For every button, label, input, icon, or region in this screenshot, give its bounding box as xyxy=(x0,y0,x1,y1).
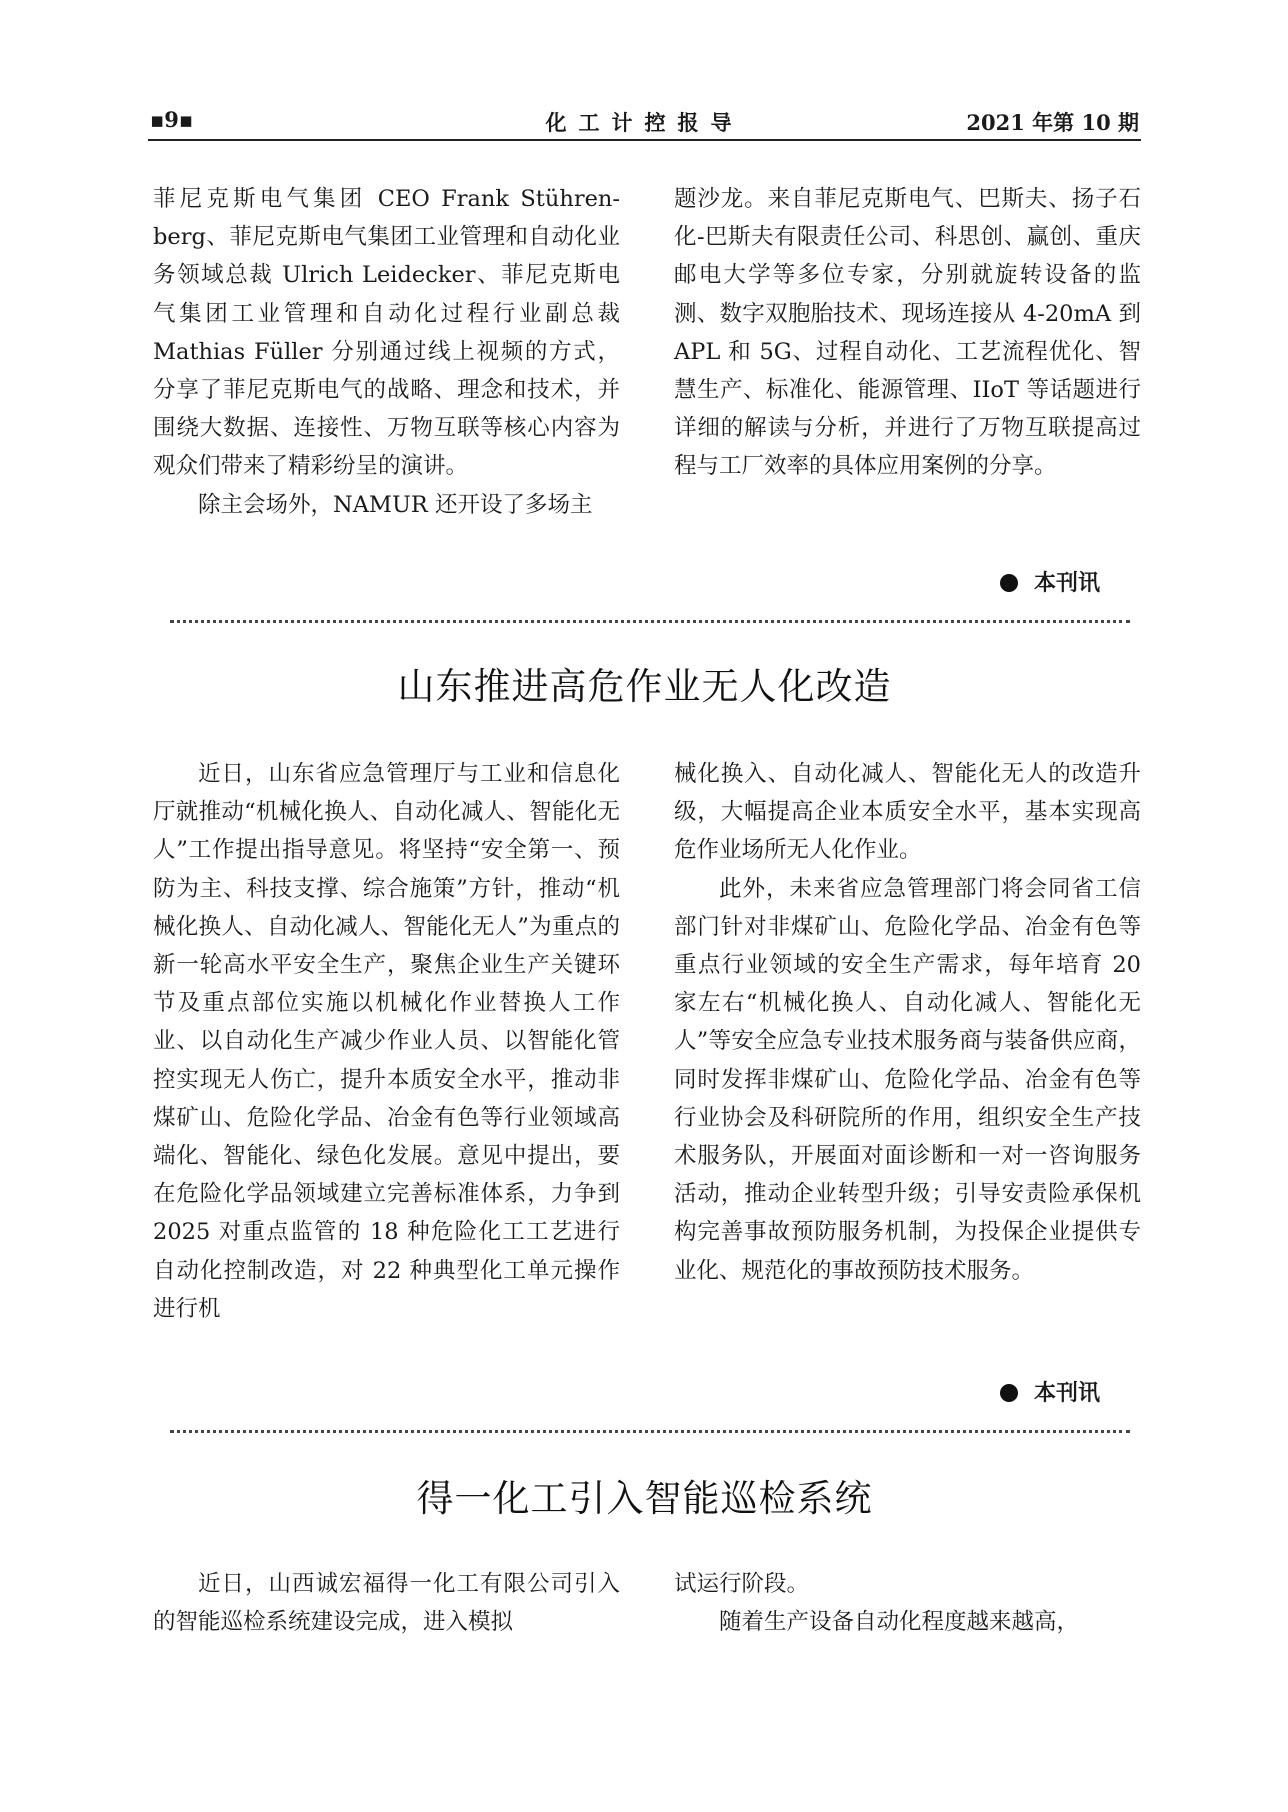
journal-title: 化工计控报导 xyxy=(545,110,744,135)
running-header xyxy=(148,103,1141,141)
article2-left-column xyxy=(153,755,620,1328)
dotted-separator xyxy=(170,1430,1130,1433)
byline-text: 本刊讯 xyxy=(1034,1381,1101,1406)
article3-left-column xyxy=(153,1565,620,1641)
bullet-icon xyxy=(1000,1384,1018,1402)
article2-paragraph: 械化换入、自动化减人、智能化无人的改造升级，大幅提高企业本质安全水平，基本实现高危作业场所无人化作业。 xyxy=(674,761,1141,864)
article3-right-column xyxy=(674,1565,1141,1641)
article3-paragraph: 随着生产设备自动化程度越来越高， xyxy=(719,1609,1080,1636)
article2-paragraph: 近日，山东省应急管理厅与工业和信息化厅就推动“机械化换人、自动化减人、智能化无人”工作提出指导意见。将坚持“安全第一、预防为主、科技支撑、综合施策”方针，推动“机械化换人、自动化减人、智能化无人”为重点的新一轮高水平安全生产，聚焦企业生产关键环节及重点部位实施以机械化作业替换人工作业、以自动化生产减少作业人员、以智能化管控实现无人伤亡，提升本质安全水平，推动非煤矿山、危险化学品、冶金有色等行业领域高端化、智能化、绿色化发展。意见中提出，要在危险化学品领域建立完善标准体系，力争到 2025 对重点监管的 18 种危险化工工艺进行自动化控制改造，对 22 种典型化工单元操作进行机 xyxy=(153,761,620,1322)
dotted-separator xyxy=(170,620,1130,623)
article3-paragraph: 近日，山西诚宏福得一化工有限公司引入的智能巡检系统建设完成，进入模拟 xyxy=(153,1571,620,1636)
article1-paragraph: 除主会场外，NAMUR 还开设了多场主 xyxy=(198,491,593,518)
article3-title: 得一化工引入智能巡检系统 xyxy=(416,1477,873,1520)
article1-left-column xyxy=(153,180,620,524)
article2-title: 山东推进高危作业无人化改造 xyxy=(397,665,892,708)
article3-paragraph: 试运行阶段。 xyxy=(674,1571,810,1597)
article1-byline xyxy=(1000,566,1140,597)
article1-paragraph: 题沙龙。来自菲尼克斯电气、巴斯夫、扬子石化-巴斯夫有限责任公司、科思创、赢创、重庆邮电大学等多位专家，分别就旋转设备的监测、数字双胞胎技术、现场连接从 4-20mA 到 APL 和 5G、过程自动化、工艺流程优化、智慧生产、标准化、能源管理、IIoT 等话题进行详细的解读与分析，并进行了万物互联提高过程与工厂效率的具体应用案例的分享。 xyxy=(674,186,1141,480)
article1-paragraph: 菲尼克斯电气集团 CEO Frank Stührenberg、菲尼克斯电气集团工业管理和自动化业务领域总裁 Ulrich Leidecker、菲尼克斯电气集团工业管理和自动化过程行业副总裁 Mathias Füller 分别通过线上视频的方式，分享了菲尼克斯电气的战略、理念和技术，并围绕大数据、连接性、万物互联等核心内容为观众们带来了精彩纷呈的演讲。 xyxy=(153,186,620,480)
article2-right-column xyxy=(674,755,1141,1290)
article2-byline xyxy=(1000,1376,1140,1407)
article1-right-column xyxy=(674,180,1141,486)
issue-label: 2021 年第 10 期 xyxy=(966,110,1139,135)
byline-text: 本刊讯 xyxy=(1034,571,1101,596)
page-number: ▪9▪ xyxy=(150,107,194,132)
bullet-icon xyxy=(1000,574,1018,592)
article2-paragraph: 此外，未来省应急管理部门将会同省工信部门针对非煤矿山、危险化学品、冶金有色等重点行业领域的安全生产需求，每年培育 20 家左右“机械化换人、自动化减人、智能化无人”等安全应急专业技术服务商与装备供应商，同时发挥非煤矿山、危险化学品、冶金有色等行业协会及科研院所的作用，组织安全生产技术服务队，开展面对面诊断和一对一咨询服务活动，推动企业转型升级；引导安责险承保机构完善事故预防服务机制，为投保企业提供专业化、规范化的事故预防技术服务。 xyxy=(674,875,1141,1284)
